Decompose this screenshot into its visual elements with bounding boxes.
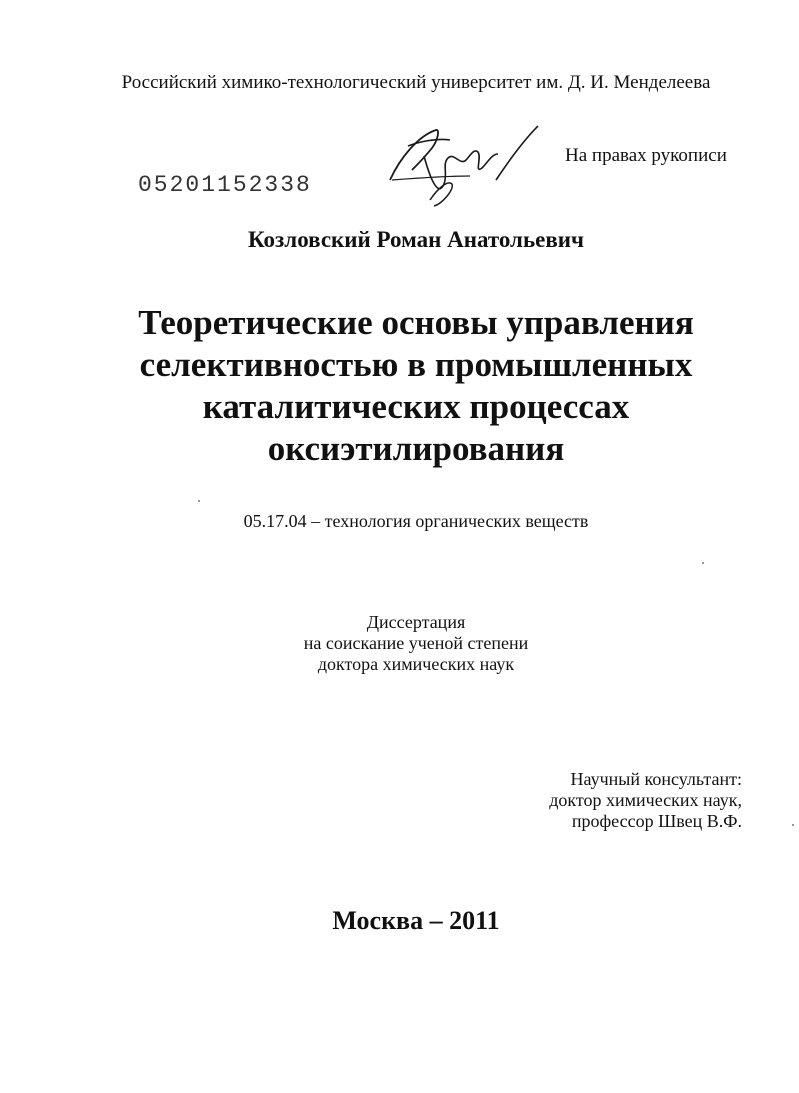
author-name: Козловский Роман Анатольевич [248,227,584,252]
scan-speck [792,824,794,826]
title-line: каталитических процессах [202,387,630,426]
speciality-code: 05.17.04 – технология органических веществ [243,511,589,531]
handwritten-signature [378,118,548,218]
title-line: селективностью в промышленных [139,345,693,384]
advisor-line: Научный консультант: [570,769,742,789]
archive-number: 05201152338 [138,172,312,198]
university-name: Российский химико-технологический университет им. Д. И. Менделеева [121,72,711,93]
advisor-line: доктор химических наук, [549,790,742,810]
dissertation-title [90,302,742,470]
dissertation-line: на соискание ученой степени [303,633,529,653]
scan-speck [198,500,200,502]
city-year: Москва – 2011 [332,906,500,935]
dissertation-type [0,612,799,675]
dissertation-line: Диссертация [366,612,466,632]
dissertation-line: доктора химических наук [317,654,515,674]
manuscript-rights-label: На правах рукописи [565,145,727,166]
scan-speck [702,562,704,564]
advisor-line: профессор Швец В.Ф. [571,811,742,831]
scientific-advisor [520,769,742,832]
title-line: Теоретические основы управления [138,303,694,342]
title-line: оксиэтилирования [267,429,565,468]
